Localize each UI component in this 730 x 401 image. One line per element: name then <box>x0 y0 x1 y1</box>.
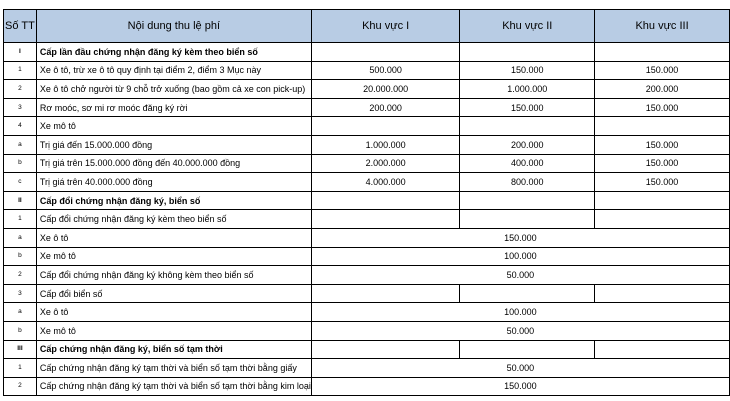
header-zone-1: Khu vực I <box>311 10 460 43</box>
row-number: b <box>4 321 37 340</box>
row-number: b <box>4 154 37 173</box>
header-zone-3: Khu vực III <box>595 10 730 43</box>
row-description: Cấp đổi chứng nhận đăng ký, biển số <box>36 191 311 210</box>
fee-zone-1: 500.000 <box>311 61 460 80</box>
row-number: 1 <box>4 359 37 378</box>
fee-all-zones: 150.000 <box>311 228 729 247</box>
row-description: Xe ô tô, trừ xe ô tô quy định tại điểm 2, điểm 3 Mục này <box>36 61 311 80</box>
row-description: Cấp chứng nhận đăng ký, biển số tạm thời <box>36 340 311 359</box>
table-row <box>4 321 730 340</box>
row-number: a <box>4 135 37 154</box>
table-row <box>4 377 730 396</box>
row-description: Cấp đổi biển số <box>36 284 311 303</box>
table-row <box>4 154 730 173</box>
fee-zone-3: 150.000 <box>595 135 730 154</box>
fee-zone-2: 150.000 <box>460 98 595 117</box>
section-row <box>4 340 730 359</box>
row-number: 3 <box>4 98 37 117</box>
fee-zone-1 <box>311 284 460 303</box>
row-number: 3 <box>4 284 37 303</box>
row-description: Xe ô tô <box>36 228 311 247</box>
table-row <box>4 98 730 117</box>
fee-zone-1: 2.000.000 <box>311 154 460 173</box>
table-body <box>4 43 730 396</box>
row-number: b <box>4 247 37 266</box>
section-row <box>4 191 730 210</box>
fee-all-zones: 150.000 <box>311 377 729 396</box>
fee-zone-2: 150.000 <box>460 61 595 80</box>
fee-zone-1: 20.000.000 <box>311 80 460 99</box>
fee-zone-3 <box>595 284 730 303</box>
fee-zone-3 <box>595 210 730 229</box>
row-description: Trị giá trên 15.000.000 đồng đến 40.000.000 đồng <box>36 154 311 173</box>
row-description: Cấp lần đầu chứng nhận đăng ký kèm theo biển số <box>36 43 311 62</box>
fee-zone-1: 4.000.000 <box>311 173 460 192</box>
fee-all-zones: 100.000 <box>311 247 729 266</box>
fee-table-container <box>3 9 730 396</box>
section-row <box>4 43 730 62</box>
row-number: 2 <box>4 266 37 285</box>
fee-zone-2 <box>460 284 595 303</box>
fee-zone-2 <box>460 210 595 229</box>
fee-zone-2: 800.000 <box>460 173 595 192</box>
fee-zone-2: 200.000 <box>460 135 595 154</box>
row-number: a <box>4 228 37 247</box>
row-description: Cấp chứng nhận đăng ký tạm thời và biển số tạm thời bằng giấy <box>36 359 311 378</box>
table-row <box>4 247 730 266</box>
header-row <box>4 10 730 43</box>
fee-all-zones: 50.000 <box>311 266 729 285</box>
row-number: 2 <box>4 377 37 396</box>
row-description: Xe mô tô <box>36 117 311 136</box>
row-number: a <box>4 303 37 322</box>
fee-all-zones: 50.000 <box>311 359 729 378</box>
fee-zone-2: 400.000 <box>460 154 595 173</box>
row-description: Cấp chứng nhận đăng ký tạm thời và biển số tạm thời bằng kim loại <box>36 377 311 396</box>
header-stt: Số TT <box>4 10 37 43</box>
fee-zone-3: 150.000 <box>595 173 730 192</box>
table-row <box>4 284 730 303</box>
fee-zone-3: 150.000 <box>595 61 730 80</box>
fee-zone-3: 150.000 <box>595 98 730 117</box>
row-description: Xe ô tô chở người từ 9 chỗ trở xuống (bao gồm cả xe con pick-up) <box>36 80 311 99</box>
row-description: Cấp đổi chứng nhận đăng ký kèm theo biển số <box>36 210 311 229</box>
fee-zone-3: 200.000 <box>595 80 730 99</box>
table-row <box>4 303 730 322</box>
row-description: Cấp đổi chứng nhận đăng ký không kèm theo biển số <box>36 266 311 285</box>
fee-zone-1 <box>311 117 460 136</box>
fee-zone-1 <box>311 43 460 62</box>
header-content: Nội dung thu lệ phí <box>36 10 311 43</box>
fee-table <box>3 9 730 396</box>
fee-zone-1: 200.000 <box>311 98 460 117</box>
row-number: II <box>4 191 37 210</box>
table-row <box>4 117 730 136</box>
row-description: Xe ô tô <box>36 303 311 322</box>
table-row <box>4 135 730 154</box>
fee-zone-2 <box>460 191 595 210</box>
fee-zone-3 <box>595 340 730 359</box>
table-row <box>4 210 730 229</box>
fee-zone-2 <box>460 340 595 359</box>
fee-zone-1 <box>311 210 460 229</box>
row-number: 2 <box>4 80 37 99</box>
fee-zone-1: 1.000.000 <box>311 135 460 154</box>
row-number: 4 <box>4 117 37 136</box>
row-number: c <box>4 173 37 192</box>
row-number: 1 <box>4 61 37 80</box>
fee-zone-1 <box>311 340 460 359</box>
table-row <box>4 80 730 99</box>
fee-all-zones: 50.000 <box>311 321 729 340</box>
table-row <box>4 173 730 192</box>
row-description: Rơ moóc, sơ mi rơ moóc đăng ký rời <box>36 98 311 117</box>
row-description: Xe mô tô <box>36 321 311 340</box>
table-row <box>4 61 730 80</box>
fee-zone-3 <box>595 117 730 136</box>
table-row <box>4 266 730 285</box>
table-row <box>4 359 730 378</box>
fee-zone-3 <box>595 43 730 62</box>
fee-all-zones: 100.000 <box>311 303 729 322</box>
fee-zone-3: 150.000 <box>595 154 730 173</box>
fee-zone-2 <box>460 117 595 136</box>
row-number: I <box>4 43 37 62</box>
row-description: Trị giá trên 40.000.000 đồng <box>36 173 311 192</box>
table-row <box>4 228 730 247</box>
fee-zone-3 <box>595 191 730 210</box>
row-number: 1 <box>4 210 37 229</box>
row-number: III <box>4 340 37 359</box>
header-zone-2: Khu vực II <box>460 10 595 43</box>
fee-zone-1 <box>311 191 460 210</box>
fee-zone-2: 1.000.000 <box>460 80 595 99</box>
row-description: Trị giá đến 15.000.000 đồng <box>36 135 311 154</box>
row-description: Xe mô tô <box>36 247 311 266</box>
fee-zone-2 <box>460 43 595 62</box>
